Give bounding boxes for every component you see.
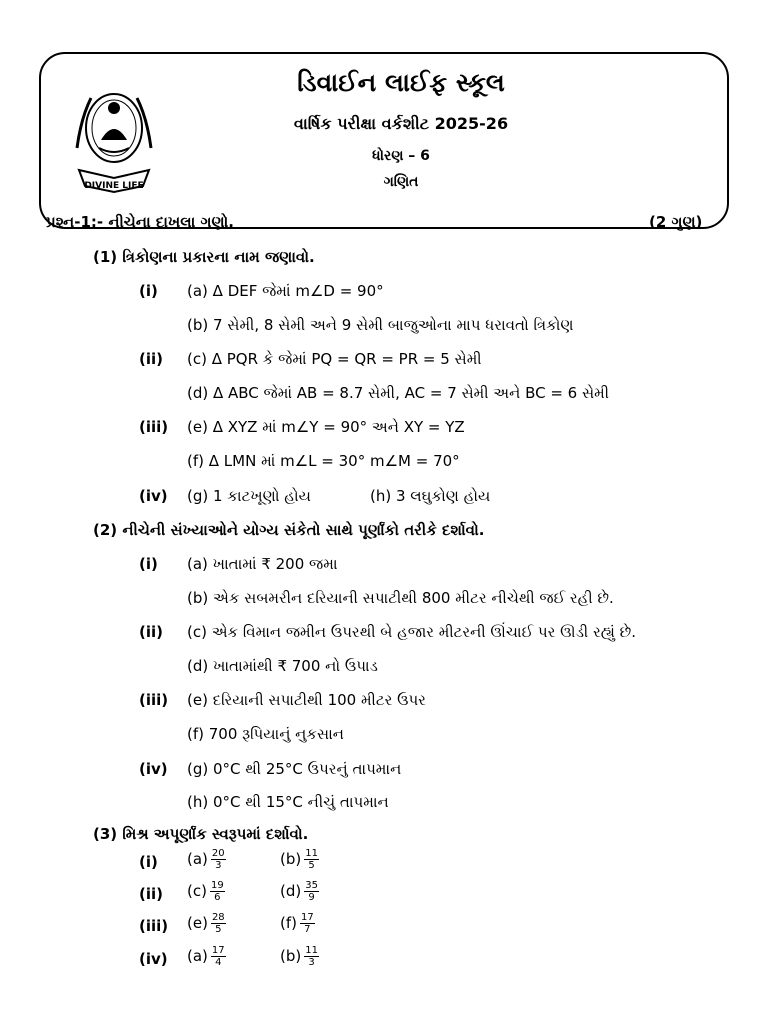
section1-item-f: (f) Δ LMN માં m∠L = 30° m∠M = 70° <box>187 452 460 470</box>
section3-label-ii: (ii) <box>139 885 163 903</box>
section1-label-i: (i) <box>139 282 158 300</box>
logo-text: DIVINE LIFE <box>84 181 144 191</box>
section2-item-f: (f) 700 રૂપિયાનું નુકસાન <box>187 725 344 743</box>
section1-title: (1) ત્રિકોણના પ્રકારના નામ જણાવો. <box>93 248 315 266</box>
fraction: $\frac{17}{4}$ <box>211 945 225 968</box>
section2-item-g: (g) 0°C થી 25°C ઉપરનું તાપમાન <box>187 760 402 778</box>
fraction-item: (b) $\frac{11}{5}$ <box>280 848 318 871</box>
subject-label: ગણિત <box>383 174 419 190</box>
fraction: $\frac{20}{3}$ <box>211 848 225 871</box>
header-box <box>39 52 729 229</box>
section2-label-iv: (iv) <box>139 760 168 778</box>
standard-label: ધોરણ – 6 <box>372 148 430 164</box>
fraction-item: (a) $\frac{17}{4}$ <box>187 945 225 968</box>
section2-item-b: (b) એક સબમરીન દરિયાની સપાટીથી 800 મીટર નીચેથી જઈ રહી છે. <box>187 589 614 607</box>
fraction-item: (a) $\frac{20}{3}$ <box>187 848 225 871</box>
section2-item-d: (d) ખાતામાંથી ₹ 700 નો ઉપાડ <box>187 657 378 675</box>
question1-marks: (2 ગુણ) <box>649 213 703 231</box>
section1-label-ii: (ii) <box>139 350 163 368</box>
section3-title: (3) મિશ્ર અપૂર્ણાંક સ્વરૂપમાં દર્શાવો. <box>93 825 309 843</box>
fraction: $\frac{35}{9}$ <box>305 880 318 903</box>
fraction: $\frac{19}{6}$ <box>210 880 224 903</box>
section1-item-a: (a) Δ DEF જેમાં m∠D = 90° <box>187 282 384 300</box>
section1-label-iv: (iv) <box>139 487 168 505</box>
section1-item-e: (e) Δ XYZ માં m∠Y = 90° અને XY = YZ <box>187 418 465 436</box>
section1-label-iii: (iii) <box>139 418 169 436</box>
section2-label-iii: (iii) <box>139 691 169 709</box>
section3-label-iii: (iii) <box>139 917 169 935</box>
section3-label-i: (i) <box>139 853 158 871</box>
fraction-item: (f) $\frac{17}{7}$ <box>280 912 314 935</box>
section3-label-iv: (iv) <box>139 950 168 968</box>
section1-item-h: (h) 3 લઘુકોણ હોય <box>370 487 491 505</box>
fraction: $\frac{11}{5}$ <box>305 848 318 871</box>
fraction-item: (c) $\frac{19}{6}$ <box>187 880 224 903</box>
section2-item-e: (e) દરિયાની સપાટીથી 100 મીટર ઉપર <box>187 691 426 709</box>
fraction-item: (e) $\frac{28}{5}$ <box>187 912 225 935</box>
question1-title: પ્રશ્ન-1:- નીચેના દાખલા ગણો. <box>46 213 234 231</box>
section2-item-a: (a) ખાતામાં ₹ 200 જમા <box>187 555 338 573</box>
section1-item-c: (c) Δ PQR કે જેમાં PQ = QR = PR = 5 સેમી <box>187 350 482 368</box>
section1-item-g: (g) 1 કાટખૂણો હોય <box>187 487 311 505</box>
fraction: $\frac{17}{7}$ <box>301 912 314 935</box>
fraction: $\frac{28}{5}$ <box>211 912 225 935</box>
section2-title: (2) નીચેની સંખ્યાઓને યોગ્ય સંકેતો સાથે પૂર્ણાંકો તરીકે દર્શાવો. <box>93 521 485 539</box>
section2-item-h: (h) 0°C થી 15°C નીચું તાપમાન <box>187 793 389 811</box>
section1-item-b: (b) 7 સેમી, 8 સેમી અને 9 સેમી બાજુઓના માપ ધરાવતો ત્રિકોણ <box>187 316 574 334</box>
fraction-item: (d) $\frac{35}{9}$ <box>280 880 318 903</box>
section1-item-d: (d) Δ ABC જેમાં AB = 8.7 સેમી, AC = 7 સેમી અને BC = 6 સેમી <box>187 384 610 402</box>
school-logo-icon <box>71 78 157 198</box>
section2-label-i: (i) <box>139 555 158 573</box>
fraction-item: (b) $\frac{11}{3}$ <box>280 945 318 968</box>
school-name: ડિવાઈન લાઈફ સ્કૂલ <box>297 68 505 97</box>
sheet-title: વાર્ષિક પરીક્ષા વર્કશીટ 2025-26 <box>293 114 509 133</box>
section2-label-ii: (ii) <box>139 623 163 641</box>
section2-item-c: (c) એક વિમાન જમીન ઉપરથી બે હજાર મીટરની ઊંચાઈ પર ઊડી રહ્યું છે. <box>187 623 636 641</box>
fraction: $\frac{11}{3}$ <box>305 945 318 968</box>
